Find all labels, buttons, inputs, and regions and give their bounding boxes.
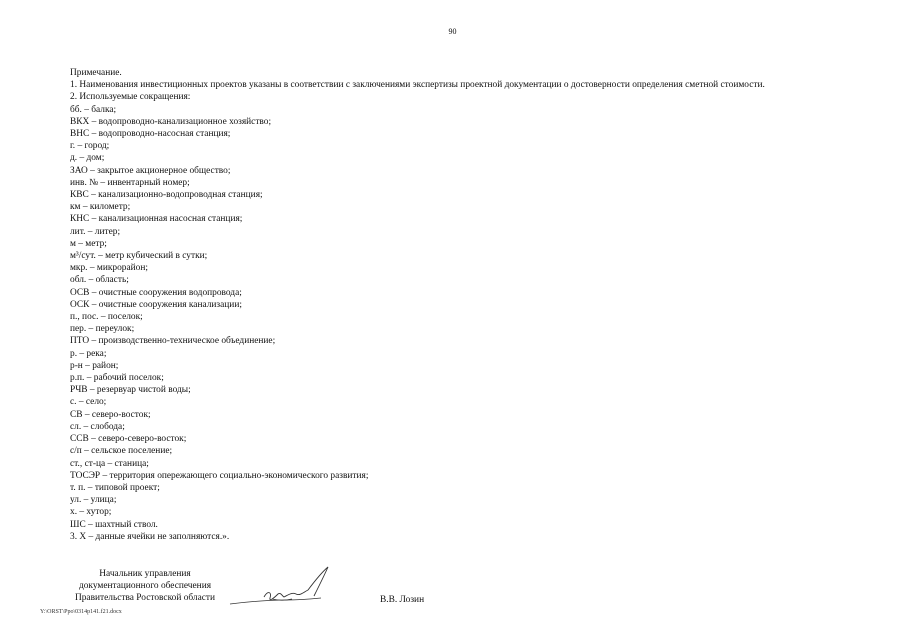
- abbreviation-item: обл. – область;: [70, 275, 129, 286]
- abbreviation-item: м³/сут. – метр кубический в сутки;: [70, 251, 208, 262]
- abbreviation-item: р. – река;: [70, 348, 107, 359]
- abbreviation-item: лит. – литер;: [70, 226, 121, 237]
- abbreviation-item: СВ – северо-восток;: [70, 409, 151, 420]
- abbreviation-item: д. – дом;: [70, 153, 105, 164]
- note-item-1: 1. Наименования инвестиционных проектов указаны в соответствии с заключениями экспертизы проектной документации о достоверности определения сметной стоимости.: [70, 80, 765, 91]
- abbreviation-item: г. – город;: [70, 141, 110, 152]
- abbreviation-item: ст., ст-ца – станица;: [70, 458, 149, 469]
- abbreviation-item: ВКХ – водопроводно-канализационное хозяйство;: [70, 116, 272, 127]
- abbreviation-item: ШС – шахтный ствол.: [70, 519, 158, 530]
- abbreviation-item: ул. – улица;: [70, 495, 117, 506]
- abbreviation-item: инв. № – инвентарный номер;: [70, 177, 190, 188]
- abbreviation-item: ЗАО – закрытое акционерное общество;: [70, 165, 231, 176]
- abbreviation-item: с/п – сельское поселение;: [70, 446, 173, 457]
- signatory-name: В.В. Лозин: [380, 595, 425, 605]
- abbreviation-item: ССВ – северо-северо-восток;: [70, 434, 187, 445]
- abbreviation-item: р.п. – рабочий поселок;: [70, 373, 164, 384]
- note-item-2: 2. Используемые сокращения:: [70, 92, 191, 103]
- page-number: 90: [448, 27, 457, 36]
- abbreviation-item: ВНС – водопроводно-насосная станция;: [70, 129, 231, 140]
- abbreviation-item: ПТО – производственно-техническое объединение;: [70, 336, 276, 347]
- note-item-3: 3. Х – данные ячейки не заполняются.».: [70, 531, 230, 542]
- note-heading: Примечание.: [70, 68, 122, 78]
- signatory-title-line: документационного обеспечения: [78, 581, 212, 592]
- abbreviation-item: бб. – балка;: [70, 104, 117, 115]
- abbreviation-item: т. п. – типовой проект;: [70, 482, 160, 493]
- abbreviation-item: ОСВ – очистные сооружения водопровода;: [70, 287, 242, 298]
- signatory-title-line: Начальник управления: [99, 569, 191, 579]
- note-block: [70, 67, 890, 543]
- abbreviation-item: ТОСЭР – территория опережающего социально-экономического развития;: [70, 470, 369, 481]
- abbreviation-item: РЧВ – резервуар чистой воды;: [70, 385, 191, 396]
- abbreviation-item: с. – село;: [70, 397, 107, 408]
- abbreviation-item: р-н – район;: [70, 360, 119, 371]
- abbreviation-item: КНС – канализационная насосная станция;: [70, 214, 243, 225]
- file-path: Y:\ORST\Ppo\0314p141.f21.docx: [40, 609, 122, 615]
- abbreviation-item: КВС – канализационно-водопроводная станция;: [70, 190, 263, 201]
- abbreviation-item: км – километр;: [70, 202, 131, 213]
- abbreviation-item: п., пос. – поселок;: [70, 312, 143, 323]
- signatory-title-line: Правительства Ростовской области: [74, 593, 216, 604]
- abbreviation-item: мкр. – микрорайон;: [70, 263, 148, 274]
- abbreviation-item: м – метр;: [70, 238, 107, 249]
- abbreviation-item: х. – хутор;: [70, 507, 112, 518]
- abbreviation-item: пер. – переулок;: [70, 324, 135, 335]
- abbreviation-item: ОСК – очистные сооружения канализации;: [70, 299, 242, 310]
- abbreviation-item: сл. – слобода;: [70, 421, 125, 432]
- handwritten-signature: [226, 562, 346, 612]
- signatory-title: [40, 568, 250, 605]
